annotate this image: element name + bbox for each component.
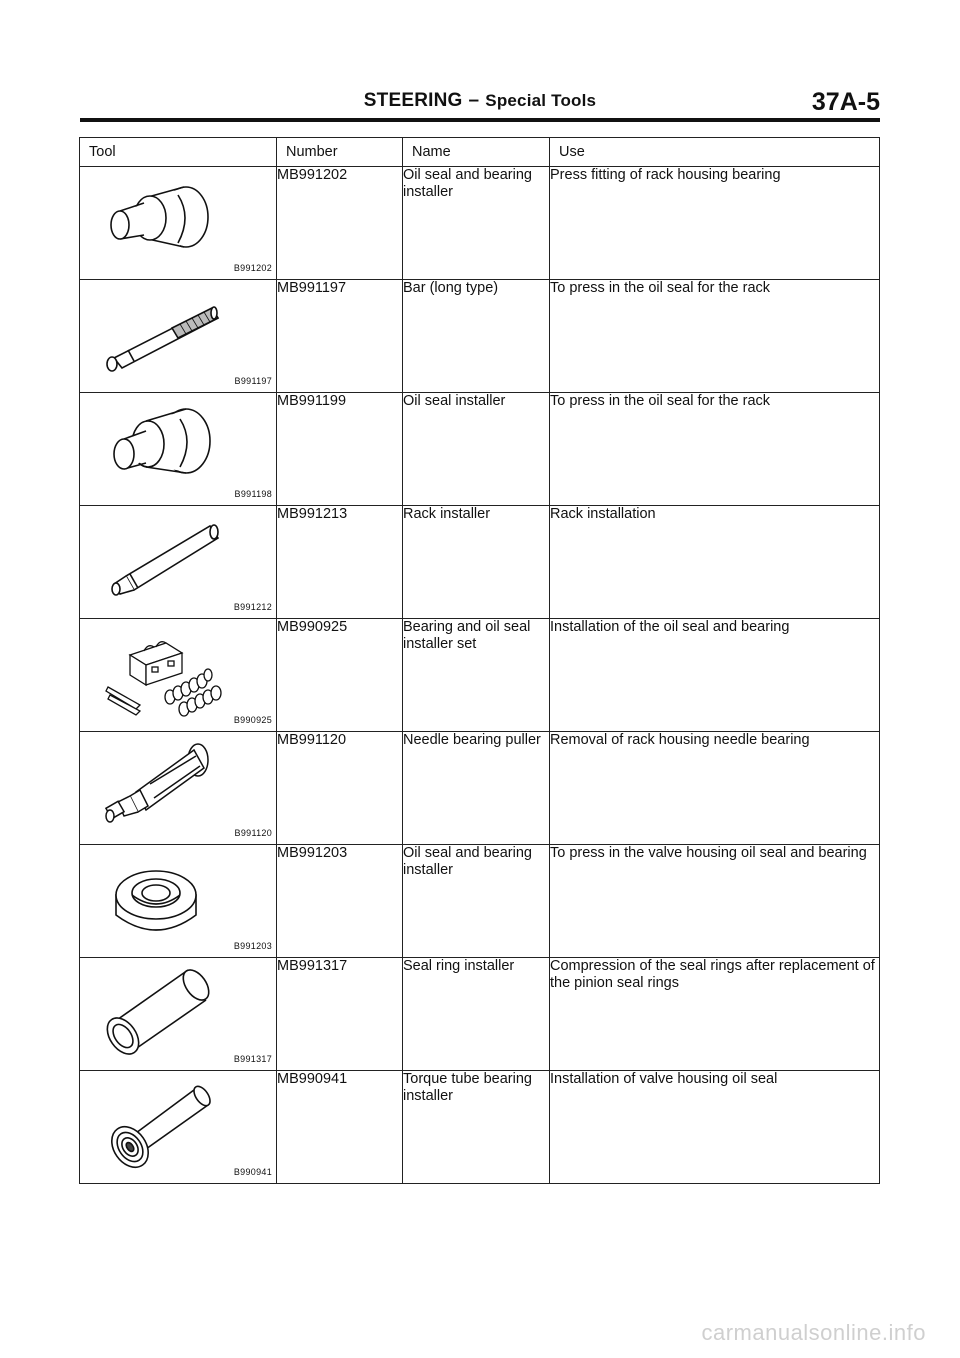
table-row	[80, 280, 880, 393]
table-row	[80, 506, 880, 619]
long-bar-icon	[100, 286, 230, 382]
tool-number: MB991120	[277, 732, 403, 845]
tool-use: To press in the valve housing oil seal and bearing	[550, 845, 880, 958]
tool-number: MB990941	[277, 1071, 403, 1184]
tool-illustration-cell	[80, 280, 277, 393]
stepped-installer-icon	[100, 173, 230, 269]
oil-seal-installer-icon	[100, 399, 230, 495]
special-tools-table	[79, 137, 880, 1184]
header-rule	[80, 118, 880, 122]
tool-illustration-cell	[80, 619, 277, 732]
table-row	[80, 1071, 880, 1184]
header-title	[80, 90, 880, 112]
tool-number: MB991203	[277, 845, 403, 958]
tool-number: MB991202	[277, 167, 403, 280]
tool-illustration-cell	[80, 958, 277, 1071]
tool-number: MB990925	[277, 619, 403, 732]
tool-code: B991212	[233, 602, 272, 612]
tool-illustration-cell	[80, 167, 277, 280]
tool-use: To press in the oil seal for the rack	[550, 280, 880, 393]
table-header-row	[80, 138, 880, 167]
page-header	[80, 88, 880, 120]
tool-use: Removal of rack housing needle bearing	[550, 732, 880, 845]
tool-code: B991202	[233, 263, 272, 273]
column-header-name: Name	[403, 138, 550, 167]
tool-use: Installation of the oil seal and bearing	[550, 619, 880, 732]
tool-illustration-cell	[80, 845, 277, 958]
table-row	[80, 167, 880, 280]
tool-name: Needle bearing puller	[403, 732, 550, 845]
tool-name: Bar (long type)	[403, 280, 550, 393]
tool-use: Press fitting of rack housing bearing	[550, 167, 880, 280]
table-row	[80, 958, 880, 1071]
section-subtitle: Special Tools	[485, 91, 597, 110]
tool-use: Installation of valve housing oil seal	[550, 1071, 880, 1184]
table-row	[80, 619, 880, 732]
watermark: carmanualsonline.info	[701, 1320, 926, 1345]
tool-illustration-cell	[80, 393, 277, 506]
tool-code: B990941	[233, 1167, 272, 1177]
tool-name: Oil seal and bearing installer	[403, 845, 550, 958]
tool-use: To press in the oil seal for the rack	[550, 393, 880, 506]
tool-illustration-cell	[80, 506, 277, 619]
tool-name: Seal ring installer	[403, 958, 550, 1071]
tool-number: MB991199	[277, 393, 403, 506]
tool-name: Rack installer	[403, 506, 550, 619]
tool-name: Torque tube bearing installer	[403, 1071, 550, 1184]
column-header-use: Use	[550, 138, 880, 167]
tool-code: B991203	[233, 941, 272, 951]
tool-code: B991120	[234, 828, 272, 838]
table-row	[80, 732, 880, 845]
seal-ring-cylinder-icon	[100, 964, 230, 1060]
tool-code: B991317	[233, 1054, 272, 1064]
tool-use: Rack installation	[550, 506, 880, 619]
title-dash: –	[468, 90, 480, 111]
tool-number: MB991197	[277, 280, 403, 393]
tool-code: B990925	[233, 715, 272, 725]
table-row	[80, 845, 880, 958]
tool-name: Oil seal installer	[403, 393, 550, 506]
tool-code: B991198	[234, 489, 272, 499]
tool-use: Compression of the seal rings after replacement of the pinion seal rings	[550, 958, 880, 1071]
tool-number: MB991213	[277, 506, 403, 619]
table-row	[80, 393, 880, 506]
torque-tube-installer-icon	[100, 1077, 230, 1173]
column-header-tool: Tool	[80, 138, 277, 167]
column-header-number: Number	[277, 138, 403, 167]
tool-number: MB991317	[277, 958, 403, 1071]
tool-illustration-cell	[80, 1071, 277, 1184]
tool-code: B991197	[234, 376, 272, 386]
installer-set-icon	[100, 625, 230, 721]
tool-name: Oil seal and bearing installer	[403, 167, 550, 280]
bearing-puller-icon	[100, 738, 230, 834]
section-title: STEERING	[363, 90, 463, 111]
tool-name: Bearing and oil seal installer set	[403, 619, 550, 732]
tool-illustration-cell	[80, 732, 277, 845]
page-number: 37A-5	[811, 88, 880, 116]
rack-installer-icon	[100, 512, 230, 608]
ring-installer-icon	[100, 851, 230, 947]
